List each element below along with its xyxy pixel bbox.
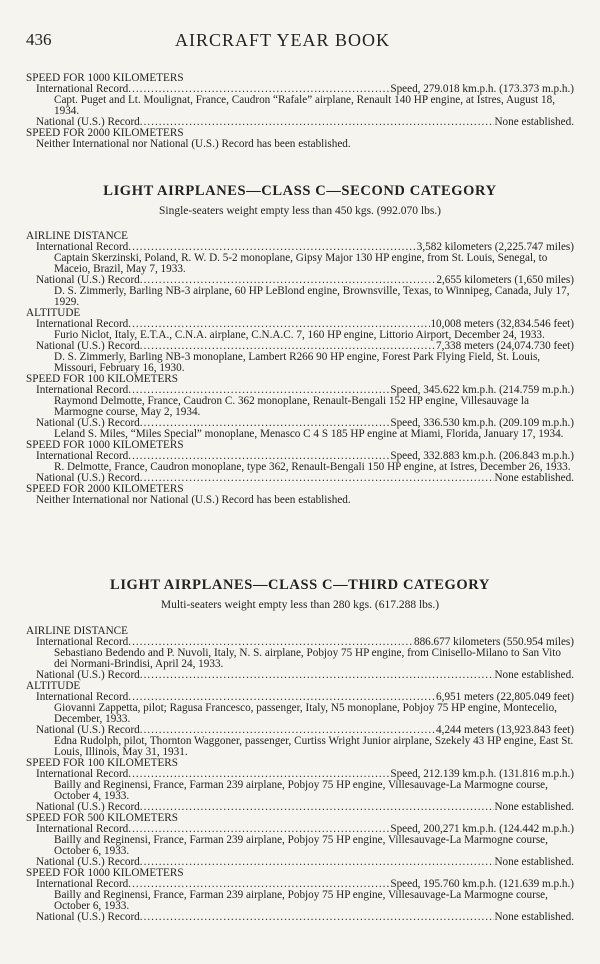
record-row: National (U.S.) Record ..... Speed, 336.530 km.p.h. (209.109 m.p.h.) (26, 418, 574, 429)
record-row: National (U.S.) Record ..... None established. (26, 117, 574, 128)
record-note: Neither International nor National (U.S.) Record has been established. (36, 494, 351, 506)
page-number: 436 (26, 30, 52, 49)
section-heading: SPEED FOR 2000 KILOMETERS (26, 127, 184, 139)
record-description: Edna Rudolph, pilot, Thornton Waggoner, passenger, Curtiss Wright Junior airplane, Szekely 43 HP engine, East St. Louis, Illinois, May 31, 1931. (54, 735, 574, 758)
record-description: Captain Skerzinski, Poland, R. W. D. 5-2 monoplane, Gipsy Major 130 HP engine, from St. Louis, Senegal, to Maceio, Brazil, May 7, 1933. (54, 252, 548, 275)
record-row: National (U.S.) Record ..... 4,244 meters (13,923.843 feet) (26, 725, 574, 736)
category-subtitle: Single-seaters weight empty less than 450 kgs. (992.070 lbs.) (158, 205, 442, 217)
record-row: International Record ..... Speed, 345.622 km.p.h. (214.759 m.p.h.) (26, 385, 574, 396)
record-row: International Record ..... Speed, 200,271 km.p.h. (124.442 m.p.h.) (26, 824, 574, 835)
record-row: National (U.S.) Record ..... None established. (26, 802, 574, 813)
record-row: National (U.S.) Record ..... None established. (26, 857, 574, 868)
section-heading: SPEED FOR 500 KILOMETERS (26, 812, 178, 824)
third-category-records (26, 626, 574, 923)
category-title: LIGHT AIRPLANES—CLASS C—SECOND CATEGORY (103, 183, 497, 199)
third-category-header (26, 577, 574, 612)
section-heading: AIRLINE DISTANCE (26, 625, 128, 637)
record-row: National (U.S.) Record ..... None established. (26, 670, 574, 681)
record-description: Giovanni Zappetta, pilot; Ragusa Francesco, passenger, Italy, N5 monoplane, Pobjoy 75 HP engine, Montecelio, December, 1933. (54, 702, 557, 725)
top-records (26, 73, 574, 150)
record-description: Capt. Puget and Lt. Moulignat, France, Caudron “Rafale” airplane, Renault 140 HP engine, at Istres, August 18, 1934. (54, 94, 556, 117)
record-row: International Record ..... 3,582 kilometers (2,225.747 miles) (26, 242, 574, 253)
record-description: R. Delmotte, France, Caudron monoplane, type 362, Renault-Bengali 150 HP engine, at Istres, December 26, 1933. (54, 461, 571, 473)
record-row: International Record ..... Speed, 279.018 km.p.h. (173.373 m.p.h.) (26, 84, 574, 95)
record-description: Bailly and Reginensi, France, Farman 239 airplane, Pobjoy 75 HP engine, Villesauvage-La Marmogne course, October 6, 1933. (54, 889, 548, 912)
record-description: Leland S. Miles, “Miles Special” monoplane, Menasco C 4 S 185 HP engine at Miami, Florida, January 17, 1934. (54, 428, 564, 440)
record-row: International Record ..... 10,008 meters (32,834.546 feet) (26, 319, 574, 330)
section-heading: SPEED FOR 100 KILOMETERS (26, 757, 178, 769)
section-heading: ALTITUDE (26, 307, 81, 319)
record-description: Sebastiano Bedendo and P. Nuvoli, Italy, N. S. airplane, Pobjoy 75 HP engine, from Cinisello-Milano to San Vito dei Normani-Brindisi, April 24, 1933. (54, 647, 561, 670)
section-heading: SPEED FOR 2000 KILOMETERS (26, 483, 184, 495)
second-category-header (26, 183, 574, 218)
record-description: Raymond Delmotte, France, Caudron C. 362 monoplane, Renault-Bengali 152 HP engine, Villesauvage la Marmogne course, May 2, 1934. (54, 395, 530, 418)
record-description: Furio Niclot, Italy, E.T.A., C.N.A. airplane, C.N.A.C. 7, 160 HP engine, Littorio Airport, December 24, 1933. (54, 329, 545, 341)
section-heading: SPEED FOR 100 KILOMETERS (26, 373, 178, 385)
section-heading: AIRLINE DISTANCE (26, 230, 128, 242)
record-description: D. S. Zimmerly, Barling NB-3 monoplane, Lambert R266 90 HP engine, Forest Park Flying Field, St. Louis, Missouri, February 16, 1930. (54, 351, 541, 374)
category-title: LIGHT AIRPLANES—CLASS C—THIRD CATEGORY (110, 577, 490, 593)
section-heading: SPEED FOR 1000 KILOMETERS (26, 867, 184, 879)
record-description: Bailly and Reginensi, France, Farman 239 airplane, Pobjoy 75 HP engine, Villesauvage-La Marmogne course, October 4, 1933. (54, 779, 548, 802)
record-description: D. S. Zimmerly, Barling NB-3 airplane, 60 HP LeBlond engine, Brownsville, Texas, to Winnipeg, Canada, July 17, 1929. (54, 285, 570, 308)
record-description: Bailly and Reginensi, France, Farman 239 airplane, Pobjoy 75 HP engine, Villesauvage-La Marmogne course, October 6, 1933. (54, 834, 548, 857)
record-row: National (U.S.) Record ..... None established. (26, 912, 574, 923)
record-row: International Record ..... 6,951 meters (22,805.049 feet) (26, 692, 574, 703)
running-title: AIRCRAFT YEAR BOOK (175, 30, 391, 50)
record-row: National (U.S.) Record ..... 2,655 kilometers (1,650 miles) (26, 275, 574, 286)
record-row: International Record ..... Speed, 332.883 km.p.h. (206.843 m.p.h.) (26, 451, 574, 462)
section-heading: SPEED FOR 1000 KILOMETERS (26, 439, 184, 451)
section-heading: SPEED FOR 1000 KILOMETERS (26, 72, 184, 84)
record-note: Neither International nor National (U.S.) Record has been established. (36, 138, 351, 150)
section-heading: ALTITUDE (26, 680, 81, 692)
record-row: National (U.S.) Record ..... 7,338 meters (24,074.730 feet) (26, 341, 574, 352)
second-category-records (26, 231, 574, 506)
record-row: National (U.S.) Record ..... None established. (26, 473, 574, 484)
record-row: International Record ..... 886.677 kilometers (550.954 miles) (26, 637, 574, 648)
category-subtitle: Multi-seaters weight empty less than 280 kgs. (617.288 lbs.) (160, 599, 440, 611)
record-row: International Record ..... Speed, 212.139 km.p.h. (131.816 m.p.h.) (26, 769, 574, 780)
record-row: International Record ..... Speed, 195.760 km.p.h. (121.639 m.p.h.) (26, 879, 574, 890)
